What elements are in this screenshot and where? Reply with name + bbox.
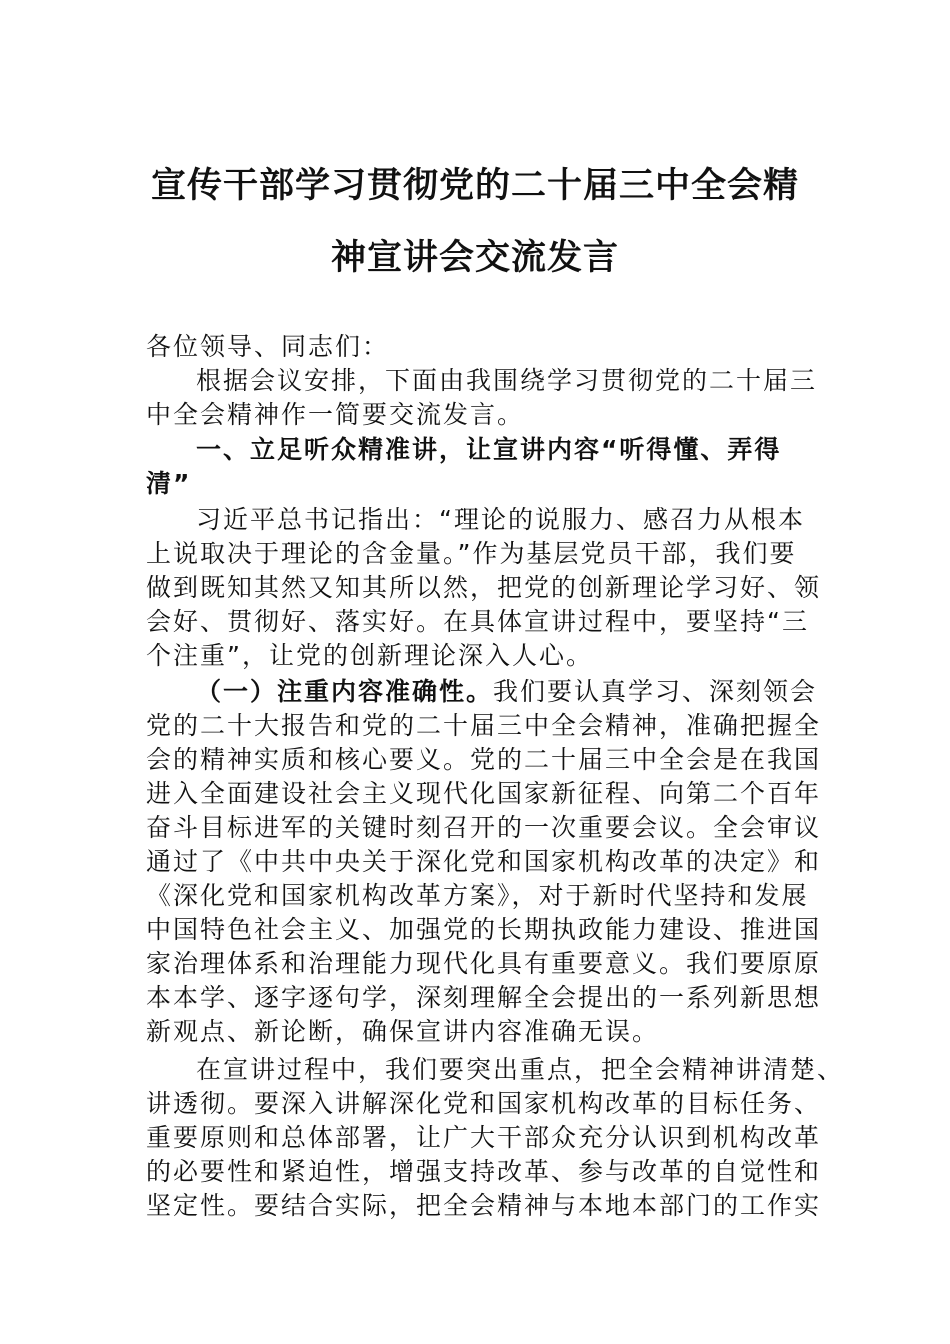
paragraph-2-line: 进入全面建设社会主义现代化国家新征程、向第二个百年 bbox=[146, 779, 822, 808]
paragraph-1-line: 个注重”，让党的创新理论深入人心。 bbox=[146, 641, 593, 670]
paragraph-2-line: 奋斗目标进军的关键时刻召开的一次重要会议。全会审议 bbox=[146, 813, 822, 842]
salutation: 各位领导、同志们： bbox=[146, 332, 390, 361]
paragraph-2-line: 会的精神实质和核心要义。党的二十届三中全会是在我国 bbox=[146, 745, 822, 774]
paragraph-1-line: 做到既知其然又知其所以然，把党的创新理论学习好、领 bbox=[146, 573, 822, 602]
section-heading-1-line-2: 清” bbox=[146, 469, 192, 498]
subheading-content-accuracy: （一）注重内容准确性。 bbox=[196, 677, 494, 706]
paragraph-2-line: 中国特色社会主义、加强党的长期执政能力建设、推进国 bbox=[146, 915, 822, 944]
paragraph-3-line: 讲透彻。要深入讲解深化党和国家机构改革的目标任务、 bbox=[146, 1089, 822, 1118]
paragraph-2-line: 新观点、新论断，确保宣讲内容准确无误。 bbox=[146, 1017, 660, 1046]
paragraph-2-line: 《深化党和国家机构改革方案》，对于新时代坚持和发展 bbox=[146, 881, 809, 910]
paragraph-2-line: 党的二十大报告和党的二十届三中全会精神，准确把握全 bbox=[146, 711, 822, 740]
document-title-line-1: 宣传干部学习贯彻党的二十届三中全会精 bbox=[150, 165, 799, 206]
paragraph-2-line: 通过了《中共中央关于深化党和国家机构改革的决定》和 bbox=[146, 847, 822, 876]
intro-line-1: 根据会议安排，下面由我围绕学习贯彻党的二十届三 bbox=[196, 366, 818, 395]
paragraph-3-line: 重要原则和总体部署，让广大干部众充分认识到机构改革 bbox=[146, 1123, 822, 1152]
document-title-line-2: 神宣讲会交流发言 bbox=[330, 237, 619, 278]
paragraph-3-line: 坚定性。要结合实际，把全会精神与本地本部门的工作实 bbox=[146, 1191, 822, 1220]
section-heading-1-line-1: 一、立足听众精准讲，让宣讲内容“听得懂、弄得 bbox=[196, 435, 782, 464]
paragraph-2-lead-text: 我们要认真学习、深刻领会 bbox=[493, 677, 818, 706]
paragraph-2-lead bbox=[196, 675, 876, 709]
paragraph-1-line: 会好、贯彻好、落实好。在具体宣讲过程中，要坚持“三 bbox=[146, 607, 809, 636]
paragraph-1-line: 上说取决于理论的含金量。”作为基层党员干部，我们要 bbox=[146, 539, 797, 568]
paragraph-1-line: 习近平总书记指出：“理论的说服力、感召力从根本 bbox=[196, 505, 805, 534]
paragraph-2-line: 本本学、逐字逐句学，深刻理解全会提出的一系列新思想 bbox=[146, 983, 822, 1012]
paragraph-3-line: 在宣讲过程中，我们要突出重点，把全会精神讲清楚、 bbox=[196, 1055, 845, 1084]
paragraph-2-line: 家治理体系和治理能力现代化具有重要意义。我们要原原 bbox=[146, 949, 822, 978]
intro-line-2: 中全会精神作一简要交流发言。 bbox=[146, 400, 525, 429]
paragraph-3-line: 的必要性和紧迫性，增强支持改革、参与改革的自觉性和 bbox=[146, 1157, 822, 1186]
